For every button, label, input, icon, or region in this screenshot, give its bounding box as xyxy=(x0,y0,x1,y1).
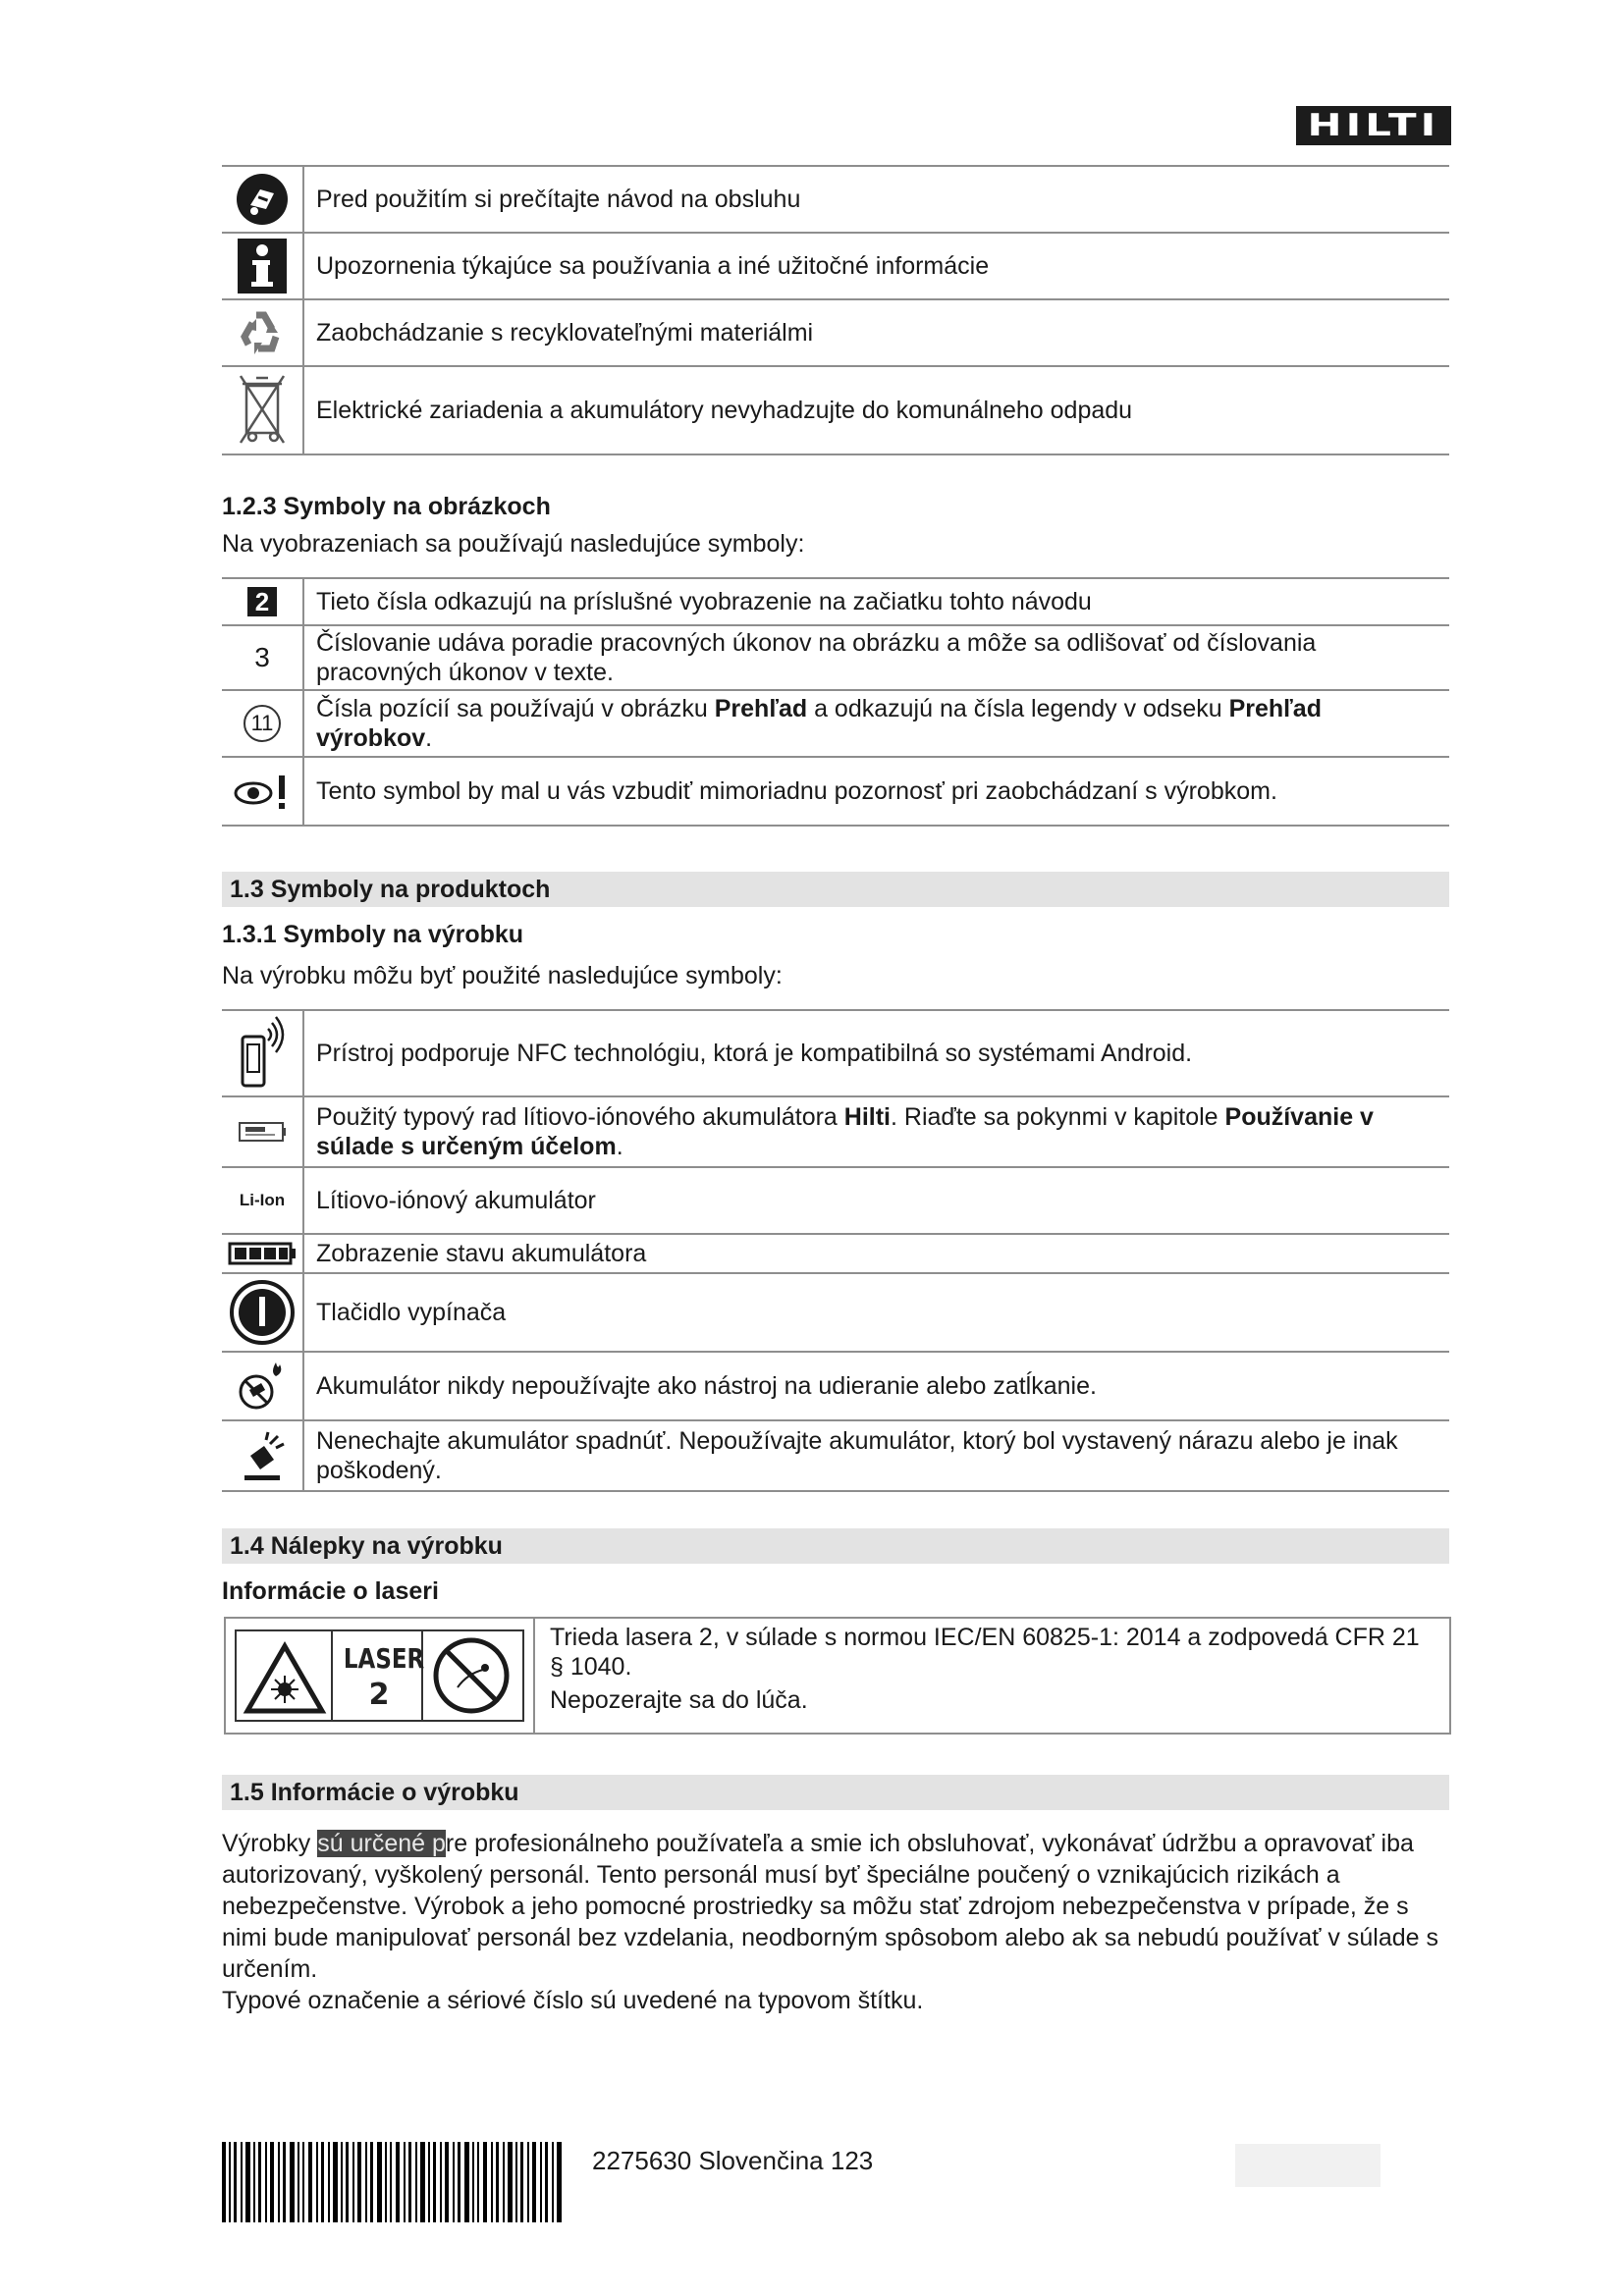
table-row xyxy=(222,1352,1449,1420)
table-row xyxy=(222,1273,1449,1352)
symbol-text: Tento symbol by mal u vás vzbudiť mimoriadnu pozornosť pri zaobchádzaní s výrobkom. xyxy=(303,757,1449,826)
table-row xyxy=(222,1234,1449,1273)
section-band-1-3: 1.3 Symboly na produktoch xyxy=(222,872,1449,907)
symbol-text: Číslovanie udáva poradie pracovných úkonov na obrázku a môže sa odlišovať od číslovania pracovných úkonov v texte. xyxy=(303,625,1449,690)
symbol-text: Lítiovo-iónový akumulátor xyxy=(303,1167,1449,1234)
intro-text: Na výrobku môžu byť použité nasledujúce symboly: xyxy=(222,962,783,989)
symbol-text: Tieto čísla odkazujú na príslušné vyobrazenie na začiatku tohto návodu xyxy=(303,578,1449,625)
eye-attention-icon xyxy=(222,757,303,826)
table-row xyxy=(222,625,1449,690)
heading-1-3-1: 1.3.1 Symboly na výrobku xyxy=(222,921,524,948)
table-row xyxy=(222,578,1449,625)
symbol-text: Použitý typový rad lítiovo-iónového akumulátora Hilti. Riaďte sa pokynmi v kapitole Používanie v súlade s určeným účelom. xyxy=(303,1096,1449,1167)
laser-warning-label xyxy=(226,1619,535,1733)
laser-description: Trieda lasera 2, v súlade s normou IEC/EN 60825-1: 2014 a zodpovedá CFR 21 § 1040. Nepozerajte sa do lúča. xyxy=(550,1624,1420,1714)
table-row xyxy=(222,233,1449,299)
symbol-text: Zaobchádzanie s recyklovateľnými materiálmi xyxy=(303,299,1449,366)
position-number-icon: 11 xyxy=(222,690,303,757)
table-row xyxy=(222,366,1449,454)
heading-laser-info: Informácie o laseri xyxy=(222,1577,439,1605)
table-row xyxy=(222,299,1449,366)
symbol-text: Pred použitím si prečítajte návod na obsluhu xyxy=(303,166,1449,233)
symbol-text: Tlačidlo vypínača xyxy=(303,1273,1449,1352)
table-row xyxy=(222,1420,1449,1491)
redaction-highlight: sú určené p xyxy=(317,1830,446,1857)
table-row xyxy=(222,166,1449,233)
power-button-icon xyxy=(222,1273,303,1352)
laser-label-text: LASER xyxy=(343,1642,425,1675)
symbol-text: Zobrazenie stavu akumulátora xyxy=(303,1234,1449,1273)
li-ion-label: Li-Ion xyxy=(222,1167,303,1234)
symbols-top-table xyxy=(222,165,1449,455)
table-row xyxy=(222,1010,1449,1096)
table-row xyxy=(222,1167,1449,1234)
heading-1-2-3: 1.2.3 Symboly na obrázkoch xyxy=(222,493,551,520)
laser-info-box xyxy=(224,1617,1451,1735)
laser-class-text: 2 xyxy=(368,1678,390,1712)
battery-level-icon xyxy=(222,1234,303,1273)
table-row xyxy=(222,757,1449,826)
section-band-1-4: 1.4 Nálepky na výrobku xyxy=(222,1528,1449,1564)
crossed-bin-icon xyxy=(222,366,303,454)
symbol-text: Prístroj podporuje NFC technológiu, ktorá je kompatibilná so systémami Android. xyxy=(303,1010,1449,1096)
intro-text: Na vyobrazeniach sa používajú nasledujúce symboly: xyxy=(222,530,805,558)
read-manual-icon xyxy=(222,166,303,233)
symbol-text: Upozornenia týkajúce sa používania a iné užitočné informácie xyxy=(303,233,1449,299)
symbol-text: Elektrické zariadenia a akumulátory nevyhadzujte do komunálneho odpadu xyxy=(303,366,1449,454)
footer-text: 2275630 Slovenčina 123 xyxy=(592,2146,874,2175)
figure-number-icon: 2 xyxy=(222,578,303,625)
table-row xyxy=(222,690,1449,757)
no-drop-icon xyxy=(222,1420,303,1491)
info-icon xyxy=(222,233,303,299)
recycling-icon xyxy=(222,299,303,366)
footer-gray-box xyxy=(1235,2144,1380,2187)
symbol-text: Nenechajte akumulátor spadnúť. Nepoužívajte akumulátor, ktorý bol vystavený nárazu alebo je inak poškodený. xyxy=(303,1420,1449,1491)
no-hammer-icon xyxy=(222,1352,303,1420)
battery-type-icon xyxy=(222,1096,303,1167)
symbol-text: Akumulátor nikdy nepoužívajte ako nástroj na udieranie alebo zatĺkanie. xyxy=(303,1352,1449,1420)
nfc-phone-icon xyxy=(222,1010,303,1096)
hilti-logo: HILTI xyxy=(1296,106,1451,145)
barcode xyxy=(222,2142,562,2222)
step-number-icon: 3 xyxy=(222,625,303,690)
table-row xyxy=(222,1096,1449,1167)
symbol-text: Čísla pozícií sa používajú v obrázku Prehľad a odkazujú na čísla legendy v odseku Prehľad výrobkov. xyxy=(303,690,1449,757)
figure-symbols-table xyxy=(222,577,1449,827)
product-info-paragraph: Výrobky sú určené pre profesionálneho používateľa a smie ich obsluhovať, vykonávať údržbu a opravovať iba autorizovaný, vyškolený personál. Tento personál musí byť špeciálne poučený o vznikajúcich rizikách a nebezpečenstve. Výrobok a jeho pomocné prostriedky sa môžu stať zdrojom nebezpečenstva v prípade, že s nimi bude manipulovať personál bez vzdelania, neodborným spôsobom alebo ak sa nebudú používať v súlade s určením. Typové označenie a sériové číslo sú uvedené na typovom štítku. xyxy=(222,1830,1438,2014)
product-symbols-table xyxy=(222,1009,1449,1492)
section-band-1-5: 1.5 Informácie o výrobku xyxy=(222,1775,1449,1810)
